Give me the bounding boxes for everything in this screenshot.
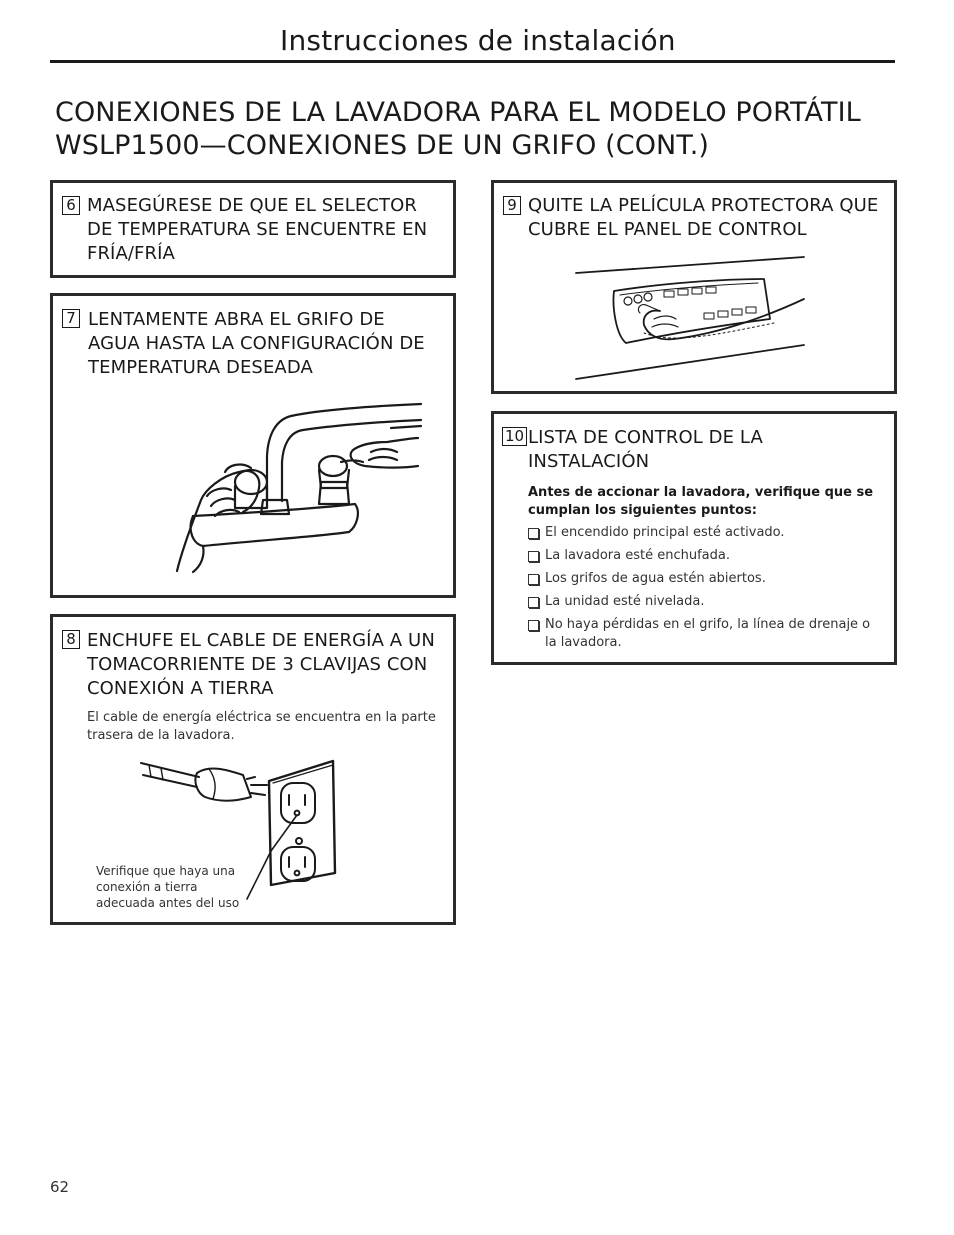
step-9-title: QUITE LA PELÍCULA PROTECTORA QUE CUBRE EL PANEL DE CONTROL: [528, 195, 879, 240]
faucet-illustration: [143, 396, 443, 586]
checkbox-icon: [528, 620, 539, 631]
step-6-box: [50, 180, 456, 278]
checkbox-icon: [528, 528, 539, 539]
checklist-item-text: No haya pérdidas en el grifo, la línea de drenaje o la lavadora.: [545, 617, 871, 650]
checklist-item-text: Los grifos de agua estén abiertos.: [545, 571, 766, 586]
checklist-intro: Antes de accionar la lavadora, verifique que se cumplan los siguientes puntos:: [528, 485, 874, 518]
checkbox-icon: [528, 574, 539, 585]
checklist-item: [528, 524, 878, 542]
step-7-number: 7: [62, 309, 80, 328]
checklist-item: [528, 593, 878, 611]
step-10-box: [491, 411, 897, 665]
step-8-caption: Verifique que haya una conexión a tierra adecuada antes del uso: [96, 864, 240, 910]
step-8-number: 8: [62, 630, 80, 649]
step-8-title: ENCHUFE EL CABLE DE ENERGÍA A UN TOMACORRIENTE DE 3 CLAVIJAS CON CONEXIÓN A TIERRA: [87, 630, 435, 699]
step-9-number: 9: [503, 196, 521, 215]
checklist-item-text: La lavadora esté enchufada.: [545, 548, 730, 563]
section-title: CONEXIONES DE LA LAVADORA PARA EL MODELO PORTÁTIL WSLP1500—CONEXIONES DE UN GRIFO (CONT.): [55, 97, 861, 161]
step-10-title: LISTA DE CONTROL DE LA INSTALACIÓN: [528, 427, 763, 472]
checklist-item: [528, 547, 878, 565]
header-divider: [50, 60, 895, 63]
installation-checklist: [528, 484, 878, 657]
checklist-item-text: La unidad esté nivelada.: [545, 594, 705, 609]
control-panel-illustration: [574, 253, 814, 383]
step-7-title: LENTAMENTE ABRA EL GRIFO DE AGUA HASTA LA CONFIGURACIÓN DE TEMPERATURA DESEADA: [88, 309, 425, 378]
page-header-title: Instrucciones de instalación: [280, 24, 676, 57]
checklist-item: [528, 570, 878, 588]
step-6-number: 6: [62, 196, 80, 215]
checkbox-icon: [528, 551, 539, 562]
step-6-title: MASEGÚRESE DE QUE EL SELECTOR DE TEMPERATURA SE ENCUENTRE EN FRÍA/FRÍA: [87, 195, 428, 264]
step-10-number: 10: [502, 427, 527, 446]
step-7-box: [50, 293, 456, 598]
step-8-box: [50, 614, 456, 925]
page-number: 62: [50, 1178, 70, 1196]
checklist-item: [528, 616, 878, 652]
checklist-item-text: El encendido principal esté activado.: [545, 525, 785, 540]
checkbox-icon: [528, 597, 539, 608]
step-9-box: [491, 180, 897, 394]
step-8-note: El cable de energía eléctrica se encuentra en la parte trasera de la lavadora.: [87, 710, 436, 743]
